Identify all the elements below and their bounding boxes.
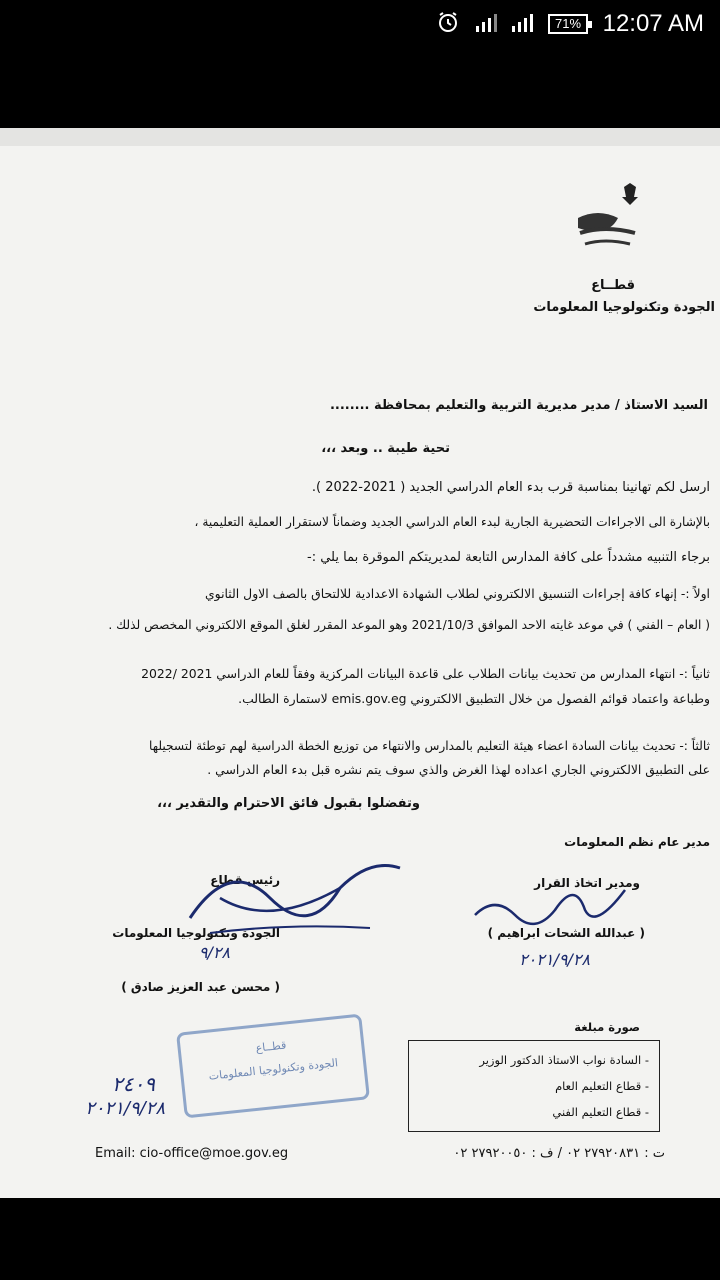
reference-date: ٢٠٢١/٩/٢٨ bbox=[85, 1098, 165, 1119]
clock: 12:07 AM bbox=[602, 10, 704, 37]
cc-box bbox=[408, 1040, 660, 1132]
right-signature-icon bbox=[470, 880, 630, 930]
item-2-line-2: وطباعة واعتماد قوائم الفصول من خلال التطبيق الالكتروني emis.gov.eg لاستمارة الطالب. bbox=[238, 691, 710, 706]
sector-stamp bbox=[176, 1014, 370, 1119]
right-signature-date: ٢٠٢١/٩/٢٨ bbox=[519, 950, 590, 969]
document-page bbox=[0, 128, 720, 1198]
cc-title: صورة مبلغة bbox=[574, 1020, 640, 1034]
item-1-line-2: ( العام – الفني ) في موعد غايته الاحد الموافق 2021/10/3 وهو الموعد المقرر لغلق الموقع الالكتروني المخصص لذلك . bbox=[108, 618, 710, 632]
paragraph-2: بالإشارة الى الاجراءات التحضيرية الجارية لبدء العام الدراسي الجديد وضماناً لاستقرار العملية التعليمية ، bbox=[194, 515, 710, 529]
header-sector-name: الجودة وتكنولوجيا المعلومات bbox=[533, 300, 715, 315]
item-3-line-2: على التطبيق الالكتروني الجاري اعداده لهذا الغرض والذي سوف يتم نشره قبل بدء العام الدراسي . bbox=[207, 762, 710, 777]
signal-icon-2 bbox=[510, 14, 536, 32]
ministry-logo-icon bbox=[570, 178, 650, 258]
right-signatory-name: ( عبدالله الشحات ابراهيم ) bbox=[487, 926, 645, 940]
alarm-icon bbox=[436, 10, 460, 34]
paragraph-1: ارسل لكم تهانينا بمناسبة قرب بدء العام الدراسي الجديد ( 2021-2022 ). bbox=[311, 480, 710, 495]
right-signatory-title: مدير عام نظم المعلومات bbox=[564, 835, 710, 849]
closing: وتفضلوا بقبول فائق الاحترام والتقدير ،،، bbox=[157, 796, 420, 811]
cc-item: - قطاع التعليم الفني bbox=[552, 1105, 649, 1119]
left-signatory-title: رئيس قطاع bbox=[210, 873, 280, 887]
signal-icon-1 bbox=[474, 14, 500, 32]
greeting: تحية طيبة .. وبعد ،،، bbox=[321, 441, 450, 456]
left-signatory-subtitle: الجودة وتكنولوجيا المعلومات bbox=[112, 926, 280, 940]
left-signature-date: ٩/٢٨ bbox=[198, 943, 230, 962]
left-signatory-name: ( محسن عبد العزيز صادق ) bbox=[121, 980, 280, 994]
left-signature-icon bbox=[180, 848, 410, 938]
addressee: السيد الاستاذ / مدير مديرية التربية والتعليم بمحافظة ........ bbox=[329, 398, 708, 413]
reference-number: ٢٤٠٩ bbox=[112, 1072, 155, 1096]
stamp-line-1: قطــاع bbox=[255, 1038, 287, 1055]
item-1-line-1: اولاً :- إنهاء كافة إجراءات التنسيق الالكتروني لطلاب الشهادة الاعدادية للالتحاق بالصف الاول الثانوي bbox=[204, 586, 710, 601]
status-bar bbox=[0, 0, 720, 48]
paragraph-3: برجاء التنبيه مشدداً على كافة المدارس التابعة لمديريتكم الموقرة بما يلي :- bbox=[307, 550, 710, 565]
stamp-line-2: الجودة وتكنولوجيا المعلومات bbox=[208, 1056, 339, 1083]
header-sector-title: قطــاع bbox=[591, 278, 635, 293]
cc-item: - قطاع التعليم العام bbox=[555, 1079, 649, 1093]
item-2-line-1: ثانياً :- انتهاء المدارس من تحديث بيانات الطلاب على قاعدة البيانات المركزية وفقاً للعام الدراسي 2021 /2022 bbox=[141, 666, 710, 681]
page-edge bbox=[0, 128, 720, 146]
footer-phone: ت : ٢٧٩٢٠٨٣١ ٠٢ / ف : ٢٧٩٢٠٠٥٠ ٠٢ bbox=[453, 1146, 665, 1161]
footer-email: Email: cio-office@moe.gov.eg bbox=[95, 1146, 289, 1161]
right-signatory-subtitle: ومدير اتخاذ القرار bbox=[534, 876, 640, 890]
item-3-line-1: ثالثاً :- تحديث بيانات السادة اعضاء هيئة التعليم بالمدارس والانتهاء من توزيع الخطة الدراسية لهم توطئة لتسجيلها bbox=[149, 739, 710, 753]
cc-item: - السادة نواب الاستاذ الدكتور الوزير bbox=[479, 1053, 649, 1067]
battery-indicator: 71% bbox=[548, 14, 588, 34]
